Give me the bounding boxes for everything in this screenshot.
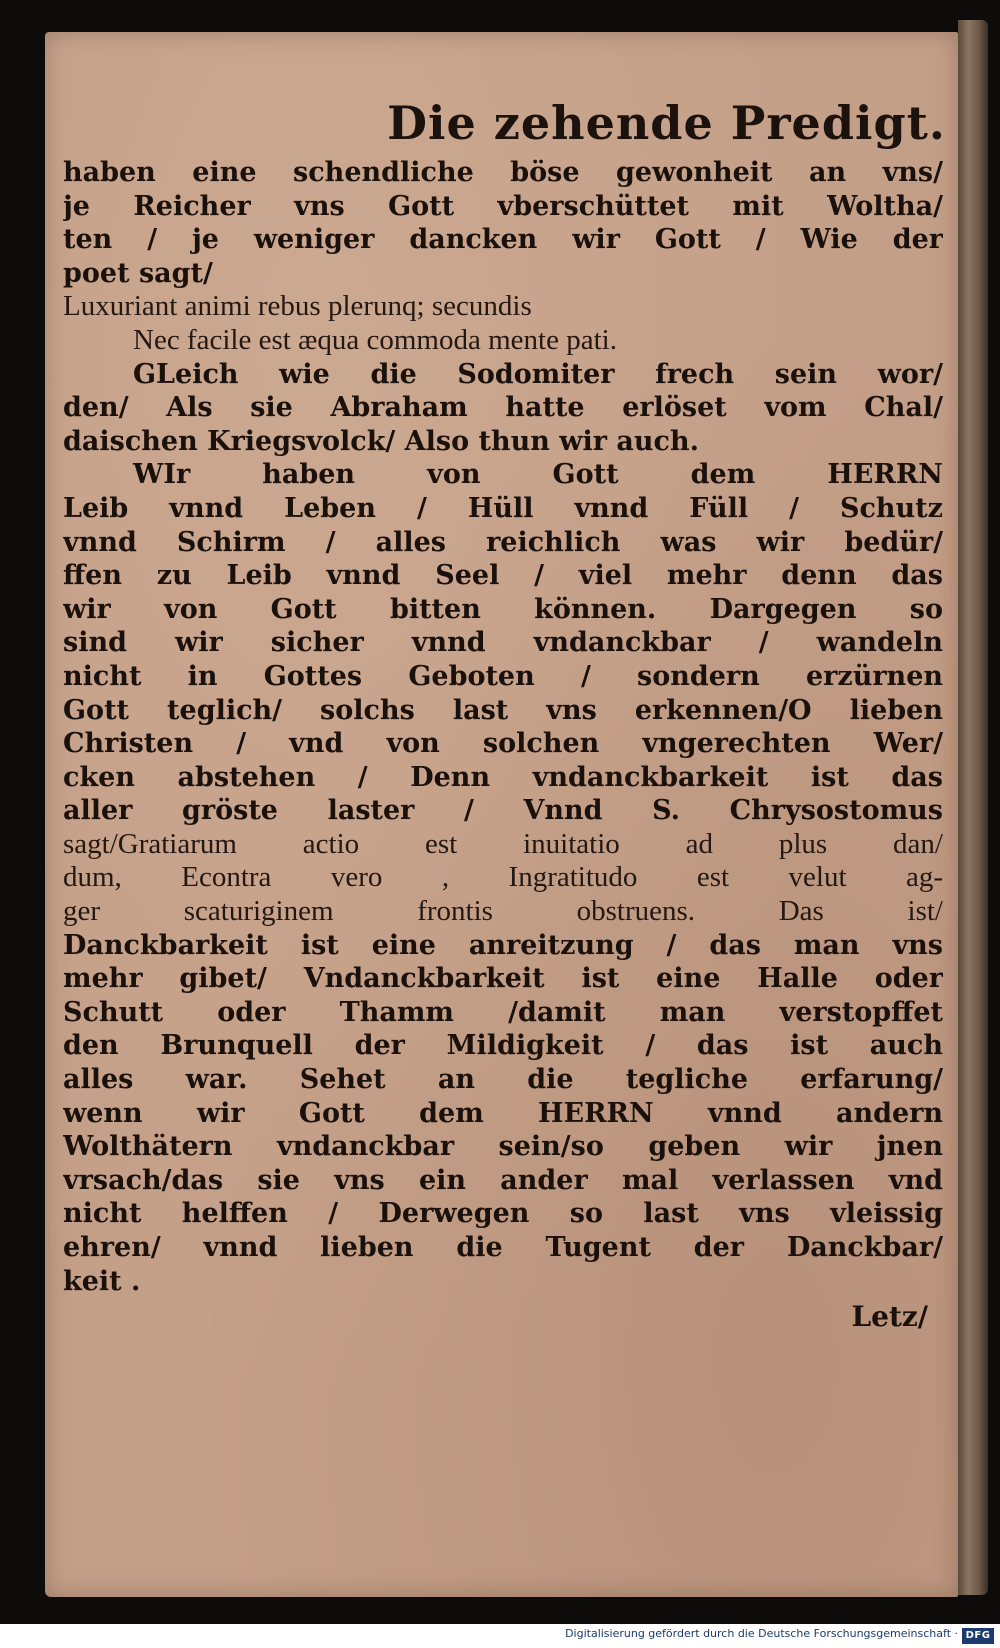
footer-credit: Digitalisierung gefördert durch die Deutsche Forschungsgemeinschaft · — [565, 1627, 958, 1640]
text-line: haben eine schendliche böse gewonheit an vns/ — [63, 157, 943, 188]
catchword: Letz/ — [851, 1300, 928, 1333]
text-line: sind wir sicher vnnd vndanckbar / wandeln — [63, 627, 943, 659]
text-line: ten / je weniger dancken wir Gott / Wie der — [63, 224, 943, 256]
page-edge — [958, 20, 988, 1595]
text-line: Wolthätern vndanckbar sein/so geben wir jnen — [63, 1131, 943, 1163]
text-line: ffen zu Leib vnnd Seel / viel mehr denn das — [63, 560, 943, 592]
text-line: nicht in Gottes Geboten / sondern erzürnen — [63, 660, 943, 692]
text-line: sagt/Gratiarum actio est inuitatio ad plus dan/ — [63, 827, 943, 860]
text-line: den Brunquell der Mildigkeit / das ist auch — [63, 1030, 943, 1062]
text-line: je Reicher vns Gott vberschüttet mit Woltha/ — [63, 190, 943, 222]
text-line: keit . — [63, 1265, 141, 1297]
text-line: daischen Kriegsvolck/ Also thun wir auch. — [63, 425, 699, 457]
text-line: Danckbarkeit ist eine anreitzung / das man vns — [63, 929, 943, 961]
book-page — [45, 32, 958, 1597]
text-line: den/ Als sie Abraham hatte erlöset vom Chal/ — [63, 392, 943, 424]
text-line: Luxuriant animi rebus plerunq; secundis — [63, 290, 532, 323]
running-header — [45, 96, 958, 150]
text-line: GLeich wie die Sodomiter frech sein wor/ — [133, 358, 943, 390]
text-line: Schutt oder Thamm /damit man verstopffet — [63, 996, 943, 1028]
text-line: poet sagt/ — [63, 257, 213, 289]
text-line: WIr haben von Gott dem HERRN — [133, 459, 943, 491]
body-text — [63, 156, 943, 1298]
text-line: Leib vnnd Leben / Hüll vnnd Füll / Schutz — [63, 492, 943, 524]
dfg-logo-icon: DFG — [962, 1628, 994, 1644]
text-line: Christen / vnd von solchen vngerechten Wer/ — [63, 728, 943, 760]
text-line: nicht helffen / Derwegen so last vns vleissig — [63, 1198, 943, 1230]
text-line: mehr gibet/ Vndanckbarkeit ist eine Halle oder — [63, 963, 943, 995]
text-line: wir von Gott bitten können. Dargegen so — [63, 593, 943, 625]
text-line: alles war. Sehet an die tegliche erfarung/ — [63, 1064, 943, 1096]
text-line: dum, Econtra vero , Ingratitudo est velut ag- — [63, 861, 943, 894]
text-line: wenn wir Gott dem HERRN vnnd andern — [63, 1097, 943, 1129]
text-line: vnnd Schirm / alles reichlich was wir bedür/ — [63, 526, 943, 558]
text-line: vrsach/das sie vns ein ander mal verlassen vnd — [63, 1164, 943, 1196]
text-line: Gott teglich/ solchs last vns erkennen/O lieben — [63, 694, 943, 726]
text-line: ehren/ vnnd lieben die Tugent der Danckbar/ — [63, 1232, 943, 1263]
text-line: aller gröste laster / Vnnd S. Chrysostomus — [63, 795, 943, 827]
footer-bar — [0, 1624, 1000, 1648]
text-line: Nec facile est æqua commoda mente pati. — [133, 323, 617, 356]
text-line: ger scaturiginem frontis obstruens. Das ist/ — [63, 895, 943, 928]
page-title: Die zehende Predigt. — [387, 96, 946, 150]
text-line: cken abstehen / Denn vndanckbarkeit ist das — [63, 761, 943, 793]
